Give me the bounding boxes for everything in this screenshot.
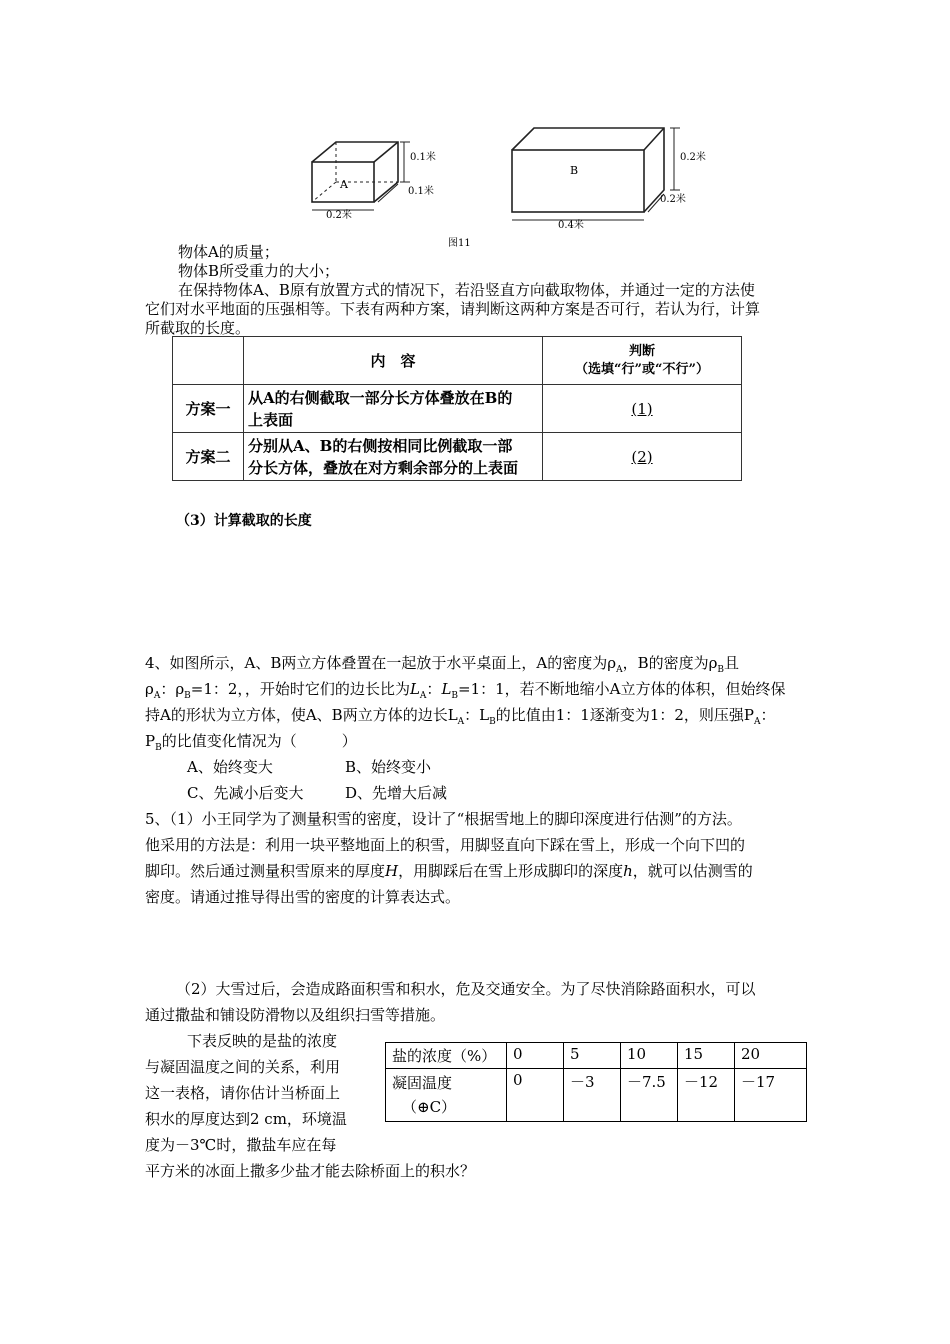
q5-p2-line2: 通过撒盐和铺设防滑物以及组织扫雪等措施。 — [145, 1006, 446, 1024]
q4-line1: 4、如图所示，A、B两立方体叠置在一起放于水平桌面上，A的密度为$\rho_A$，B的密度为$\rho_B$且 — [145, 654, 740, 675]
q4-option-b[interactable]: B、始终变小 — [345, 758, 432, 776]
table-cell: 0 — [507, 1043, 564, 1069]
box-a-height: 0.1米 — [410, 152, 436, 163]
box-b-drawing — [512, 128, 680, 220]
scheme-name: 方案二 — [173, 433, 244, 481]
table-cell: 5 — [564, 1043, 621, 1069]
table-cell: －3 — [564, 1069, 621, 1122]
table-row — [386, 1043, 807, 1069]
table-cell: 15 — [678, 1043, 735, 1069]
table-cell: 10 — [621, 1043, 678, 1069]
q5-side-line4: 积水的厚度达到2 cm，环境温 — [145, 1110, 347, 1128]
figure-11 — [300, 120, 720, 250]
q4-line3: 持A的形状为立方体，使A、B两立方体的边长$L_A$：$L_B$的比值由1：1逐渐变为1：2，则压强$P_A$： — [145, 706, 776, 727]
q3-line5: 所截取的长度。 — [145, 319, 251, 337]
q3-sub3: （3）计算截取的长度 — [176, 513, 312, 529]
blank-label: (2) — [631, 447, 653, 466]
q5-last-line: 平方米的冰面上撒多少盐才能去除桥面上的积水？ — [145, 1162, 476, 1180]
box-b-depth: 0.2米 — [660, 194, 686, 205]
q5-side-line1: 下表反映的是盐的浓度 — [187, 1032, 338, 1050]
q3-line4: 它们对水平地面的压强相等。下表有两种方案，请判断这两种方案是否可行，若认为行，计算 — [145, 300, 761, 318]
q5-line2: 他采用的方法是：利用一块平整地面上的积雪，用脚竖直向下踩在雪上，形成一个向下凹的 — [145, 836, 746, 854]
row-label — [386, 1069, 507, 1122]
q4-option-d[interactable]: D、先增大后减 — [345, 784, 448, 802]
q5-side-line2: 与凝固温度之间的关系，利用 — [145, 1058, 341, 1076]
answer-blank-2[interactable] — [543, 433, 742, 481]
table-cell: －12 — [678, 1069, 735, 1122]
table-row — [173, 385, 742, 433]
header-content: 内 容 — [244, 337, 543, 385]
salt-concentration-table — [385, 1042, 807, 1122]
scheme-name: 方案一 — [173, 385, 244, 433]
table-row — [386, 1069, 807, 1122]
row-label: 盐的浓度（%） — [386, 1043, 507, 1069]
q3-line2: 物体B所受重力的大小； — [178, 262, 340, 280]
box-b-label: B — [570, 164, 579, 177]
table-cell: 20 — [735, 1043, 807, 1069]
box-b-width: 0.4米 — [558, 220, 584, 231]
header-judge-1: 判断 — [628, 343, 655, 359]
q4-option-a[interactable]: A、始终变大 — [187, 758, 273, 776]
q5-line1: 5、（1）小王同学为了测量积雪的密度，设计了“根据雪地上的脚印深度进行估测”的方法。 — [145, 810, 742, 828]
row-label-line: 凝固温度 — [392, 1074, 453, 1092]
box-a-width: 0.2米 — [326, 210, 352, 221]
answer-blank-1[interactable] — [543, 385, 742, 433]
row-label-line: （⊕C） — [402, 1098, 457, 1116]
scheme-content — [244, 385, 543, 433]
q5-p2-line1: （2）大雪过后，会造成路面积雪和积水，危及交通安全。为了尽快消除路面积水，可以 — [176, 980, 756, 998]
q4-option-c[interactable]: C、先减小后变大 — [187, 784, 304, 802]
scheme-content-line: 上表面 — [248, 410, 294, 429]
scheme-content-line: 从A的右侧截取一部分长方体叠放在B的 — [248, 388, 513, 407]
q4-line4: $P_B$的比值变化情况为（ ） — [145, 732, 357, 753]
scheme-content-line: 分长方体，叠放在对方剩余部分的上表面 — [248, 458, 519, 477]
table-cell: 0 — [507, 1069, 564, 1122]
table-cell: －17 — [735, 1069, 807, 1122]
header-judge-2: （选填“行”或“不行”） — [575, 361, 709, 377]
blank-label: (1) — [631, 399, 653, 418]
box-a-depth: 0.1米 — [408, 186, 434, 197]
scheme-content-line: 分别从A、B的右侧按相同比例截取一部 — [248, 436, 513, 455]
q5-side-line3: 这一表格，请你估计当桥面上 — [145, 1084, 341, 1102]
table-row — [173, 433, 742, 481]
q5-line3: 脚印。然后通过测量积雪原来的厚度H，用脚踩后在雪上形成脚印的深度h，就可以估测雪的 — [145, 862, 753, 880]
q5-side-line5: 度为－3℃时，撒盐车应在每 — [145, 1136, 337, 1154]
box-a-label: A — [340, 178, 348, 191]
box-a-drawing — [312, 142, 410, 210]
figure-caption: 图11 — [448, 238, 471, 249]
box-b-height: 0.2米 — [680, 152, 706, 163]
q3-line1: 物体A的质量； — [178, 243, 279, 261]
header-judge — [543, 337, 742, 385]
q3-scheme-table — [172, 336, 742, 481]
q5-line4: 密度。请通过推导得出雪的密度的计算表达式。 — [145, 888, 461, 906]
q4-line2: $\rho_A$：$\rho_B=1$：2，，开始时它们的边长比为$L_A$：$L_B=1$：1，若不断地缩小A立方体的体积，但始终保 — [145, 680, 786, 701]
table-cell: －7.5 — [621, 1069, 678, 1122]
q3-line3: 在保持物体A、B原有放置方式的情况下，若沿竖直方向截取物体，并通过一定的方法使 — [178, 281, 755, 299]
scheme-content — [244, 433, 543, 481]
